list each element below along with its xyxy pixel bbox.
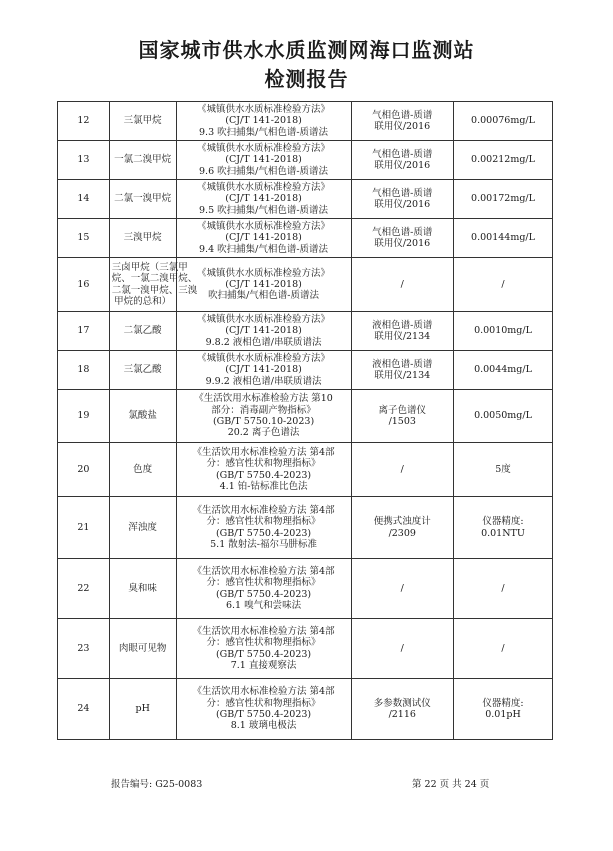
- table-row: [58, 679, 553, 740]
- cell-item-line: 二氯乙酸: [123, 325, 162, 337]
- cell-result-line: 0.00212mg/L: [471, 154, 535, 166]
- cell-item-line: 浑浊度: [128, 521, 157, 533]
- cell-instrument-line: 联用仪/2134: [374, 331, 431, 342]
- cell-item: [109, 619, 176, 679]
- cell-method-line: 《城镇供水水质标准检验方法》: [197, 182, 331, 194]
- cell-number: 15: [58, 219, 110, 258]
- cell-method-line: (GB/T 5750.4-2023): [215, 648, 312, 660]
- cell-method-line: (GB/T 5750.4-2023): [215, 469, 312, 481]
- cell-method-line: 7.1 直接观察法: [230, 659, 297, 671]
- cell-result: [453, 351, 552, 390]
- cell-item-line: 三氯甲烷: [123, 115, 162, 127]
- cell-result-line: 0.0010mg/L: [474, 325, 532, 337]
- cell-instrument: [351, 351, 453, 390]
- cell-instrument-line: /2116: [388, 709, 416, 720]
- cell-item: [109, 180, 176, 219]
- cell-instrument: [351, 219, 453, 258]
- cell-item: [109, 559, 176, 619]
- cell-result: [453, 180, 552, 219]
- cell-result: [453, 679, 552, 740]
- cell-method: [176, 443, 351, 497]
- cell-result-line: 0.01pH: [485, 709, 521, 720]
- cell-item-line: pH: [135, 703, 150, 715]
- cell-result-line: 0.00076mg/L: [471, 115, 535, 127]
- table-row: [58, 443, 553, 497]
- cell-method-line: 20.2 离子色谱法: [227, 427, 300, 439]
- cell-method-line: (CJ/T 141-2018): [225, 325, 302, 337]
- cell-item: [109, 102, 176, 141]
- cell-instrument-line: 便携式浊度计: [373, 516, 431, 528]
- cell-result-line: /: [501, 642, 505, 654]
- cell-item: [109, 219, 176, 258]
- cell-instrument: [351, 258, 453, 312]
- cell-instrument-line: /: [400, 278, 404, 290]
- cell-item-line: 三溴甲烷: [123, 232, 162, 244]
- cell-method-line: 9.4 吹扫捕集/气相色谱-质谱法: [199, 243, 329, 255]
- cell-item-line: 二氯一溴甲烷、三溴: [111, 284, 198, 296]
- table-row: [58, 312, 553, 351]
- cell-instrument: [351, 312, 453, 351]
- cell-item-line: 三氯乙酸: [123, 364, 162, 376]
- cell-item: [109, 679, 176, 740]
- cell-method: [176, 351, 351, 390]
- cell-method-line: (CJ/T 141-2018): [225, 364, 302, 376]
- table-row: [58, 497, 553, 559]
- cell-instrument: [351, 679, 453, 740]
- cell-item: [109, 497, 176, 559]
- cell-instrument: [351, 497, 453, 559]
- cell-method: [176, 619, 351, 679]
- table-row: [58, 102, 553, 141]
- cell-method-line: 《生活饮用水标准检验方法 第4部: [192, 625, 335, 637]
- cell-method-line: 《城镇供水水质标准检验方法》: [197, 267, 331, 279]
- cell-instrument: [351, 141, 453, 180]
- cell-method-line: 分：感官性状和物理指标》: [206, 516, 321, 528]
- cell-item-line: 肉眼可见物: [118, 642, 167, 654]
- cell-result: [453, 312, 552, 351]
- cell-method-line: (GB/T 5750.4-2023): [215, 588, 312, 600]
- cell-number: 19: [58, 390, 110, 443]
- cell-method-line: (CJ/T 141-2018): [225, 232, 302, 244]
- cell-item: [109, 141, 176, 180]
- cell-result-line: /: [501, 278, 505, 290]
- page-number: 第 22 页 共 24 页: [412, 779, 490, 790]
- cell-instrument-line: /: [400, 463, 404, 475]
- cell-method: [176, 497, 351, 559]
- cell-method-line: 9.8.2 液相色谱/串联质谱法: [205, 336, 322, 348]
- cell-method: [176, 312, 351, 351]
- cell-number: 17: [58, 312, 110, 351]
- cell-method-line: 部分：消毒副产物指标》: [211, 404, 316, 416]
- cell-item-line: 色度: [133, 463, 153, 475]
- cell-instrument-line: 联用仪/2016: [374, 199, 431, 210]
- cell-method-line: 9.6 吹扫捕集/气相色谱-质谱法: [199, 165, 329, 177]
- cell-method-line: 吹扫捕集/气相色谱-质谱法: [208, 290, 319, 302]
- results-table: [57, 101, 553, 740]
- table-row: [58, 258, 553, 312]
- cell-method-line: (GB/T 5750.4-2023): [215, 527, 312, 539]
- table-row: [58, 141, 553, 180]
- cell-item: [109, 390, 176, 443]
- cell-instrument-line: 液相色谱-质谱: [372, 319, 433, 331]
- cell-result: [453, 102, 552, 141]
- cell-result: [453, 219, 552, 258]
- cell-instrument: [351, 443, 453, 497]
- cell-method-line: (GB/T 5750.10-2023): [212, 416, 315, 427]
- cell-method-line: 《生活饮用水标准检验方法 第4部: [192, 565, 335, 577]
- cell-method-line: (CJ/T 141-2018): [225, 115, 302, 127]
- cell-instrument-line: /: [400, 642, 404, 654]
- cell-method-line: 《城镇供水水质标准检验方法》: [197, 104, 331, 116]
- cell-method-line: (CJ/T 141-2018): [225, 278, 302, 290]
- cell-method-line: 《城镇供水水质标准检验方法》: [197, 221, 331, 233]
- cell-result-line: /: [501, 582, 505, 594]
- cell-result: [453, 258, 552, 312]
- cell-item: [109, 443, 176, 497]
- cell-result-line: 0.0044mg/L: [474, 364, 532, 376]
- cell-instrument-line: 离子色谱仪: [378, 404, 427, 416]
- cell-method-line: 8.1 玻璃电极法: [230, 720, 297, 732]
- table-row: [58, 219, 553, 258]
- table-row: [58, 351, 553, 390]
- cell-item-line: 甲烷的总和）: [114, 295, 172, 307]
- cell-result: [453, 559, 552, 619]
- table-row: [58, 619, 553, 679]
- cell-item-line: 烷、一氯二溴甲烷、: [111, 273, 198, 285]
- cell-method: [176, 390, 351, 443]
- cell-item-line: 氯酸盐: [128, 410, 157, 422]
- cell-item-line: 二氯一溴甲烷: [114, 193, 172, 205]
- cell-result: [453, 443, 552, 497]
- cell-instrument-line: 液相色谱-质谱: [372, 358, 433, 370]
- cell-result-line: 仪器精度:: [482, 697, 524, 709]
- cell-instrument-line: 联用仪/2016: [374, 238, 431, 249]
- cell-item-line: 臭和味: [128, 582, 157, 594]
- cell-method: [176, 559, 351, 619]
- cell-method: [176, 679, 351, 740]
- cell-instrument-line: 多参数测试仪: [373, 697, 431, 709]
- cell-method-line: 《生活饮用水标准检验方法 第4部: [192, 504, 335, 516]
- cell-number: 21: [58, 497, 110, 559]
- results-table-body: [58, 102, 553, 740]
- cell-instrument-line: 气相色谱-质谱: [372, 148, 433, 160]
- cell-method-line: 《城镇供水水质标准检验方法》: [197, 143, 331, 155]
- cell-method-line: (GB/T 5750.4-2023): [215, 709, 312, 720]
- cell-result-line: 0.0050mg/L: [474, 410, 532, 422]
- cell-number: 22: [58, 559, 110, 619]
- cell-item: [109, 258, 198, 312]
- cell-instrument-line: 联用仪/2016: [374, 160, 431, 171]
- cell-number: 13: [58, 141, 110, 180]
- cell-method-line: 5.1 散射法-福尔马肼标准: [210, 538, 317, 550]
- cell-number: 20: [58, 443, 110, 497]
- cell-instrument-line: /2309: [388, 527, 416, 539]
- cell-method-line: 9.9.2 液相色谱/串联质谱法: [205, 375, 322, 387]
- table-row: [58, 180, 553, 219]
- cell-instrument-line: 联用仪/2134: [374, 370, 431, 381]
- cell-number: 24: [58, 679, 110, 740]
- cell-method-line: (CJ/T 141-2018): [225, 154, 302, 166]
- cell-method: [176, 102, 351, 141]
- cell-method-line: 分：感官性状和物理指标》: [206, 637, 321, 649]
- cell-number: 12: [58, 102, 110, 141]
- cell-method: [176, 180, 351, 219]
- cell-result: [453, 619, 552, 679]
- cell-item: [109, 351, 176, 390]
- cell-method-line: 6.1 嗅气和尝味法: [225, 599, 302, 611]
- cell-instrument-line: /1503: [388, 416, 416, 427]
- report-subtitle: 检测报告: [264, 67, 349, 91]
- cell-result-line: 0.00172mg/L: [471, 193, 535, 205]
- cell-instrument: [351, 390, 453, 443]
- cell-instrument: [351, 559, 453, 619]
- cell-number: 23: [58, 619, 110, 679]
- cell-instrument-line: 联用仪/2016: [374, 121, 431, 132]
- cell-method-line: 分：感官性状和物理指标》: [206, 458, 321, 470]
- cell-result: [453, 390, 552, 443]
- cell-method-line: 《生活饮用水标准检验方法 第10: [194, 393, 333, 405]
- cell-method-line: 分：感官性状和物理指标》: [206, 697, 321, 709]
- cell-instrument: [351, 619, 453, 679]
- cell-result-line: 仪器精度:: [482, 516, 524, 528]
- cell-result-line: 0.00144mg/L: [471, 232, 535, 244]
- cell-result-line: 0.01NTU: [481, 527, 525, 539]
- cell-instrument-line: /: [400, 582, 404, 594]
- cell-method-line: 9.5 吹扫捕集/气相色谱-质谱法: [199, 204, 329, 216]
- cell-method-line: 4.1 铂-钴标准比色法: [219, 480, 308, 492]
- cell-method-line: (CJ/T 141-2018): [225, 193, 302, 205]
- cell-item-line: 一氯二溴甲烷: [114, 154, 172, 166]
- cell-number: 16: [58, 258, 110, 312]
- table-row: [58, 390, 553, 443]
- report-title: 国家城市供水水质监测网海口监测站: [138, 38, 475, 62]
- cell-number: 18: [58, 351, 110, 390]
- cell-method-line: 《城镇供水水质标准检验方法》: [197, 353, 331, 365]
- table-row: [58, 559, 553, 619]
- cell-method-line: 9.3 吹扫捕集/气相色谱-质谱法: [199, 126, 329, 138]
- cell-instrument: [351, 102, 453, 141]
- cell-method: [176, 219, 351, 258]
- cell-instrument: [351, 180, 453, 219]
- cell-item: [109, 312, 176, 351]
- cell-instrument-line: 气相色谱-质谱: [372, 226, 433, 238]
- cell-item-line: 三卤甲烷（三氯甲: [111, 261, 188, 273]
- cell-instrument-line: 气相色谱-质谱: [372, 109, 433, 121]
- report-number: 报告编号: G25-0083: [111, 779, 203, 790]
- cell-result: [453, 141, 552, 180]
- report-header: [0, 36, 613, 94]
- cell-number: 14: [58, 180, 110, 219]
- cell-method-line: 《城镇供水水质标准检验方法》: [197, 314, 331, 326]
- cell-method-line: 《生活饮用水标准检验方法 第4部: [192, 686, 335, 698]
- cell-method: [176, 258, 351, 312]
- cell-method-line: 分：感官性状和物理指标》: [206, 577, 321, 589]
- cell-instrument-line: 气相色谱-质谱: [372, 187, 433, 199]
- cell-method-line: 《生活饮用水标准检验方法 第4部: [192, 446, 335, 458]
- cell-result: [453, 497, 552, 559]
- cell-method: [176, 141, 351, 180]
- cell-result-line: 5度: [495, 463, 511, 475]
